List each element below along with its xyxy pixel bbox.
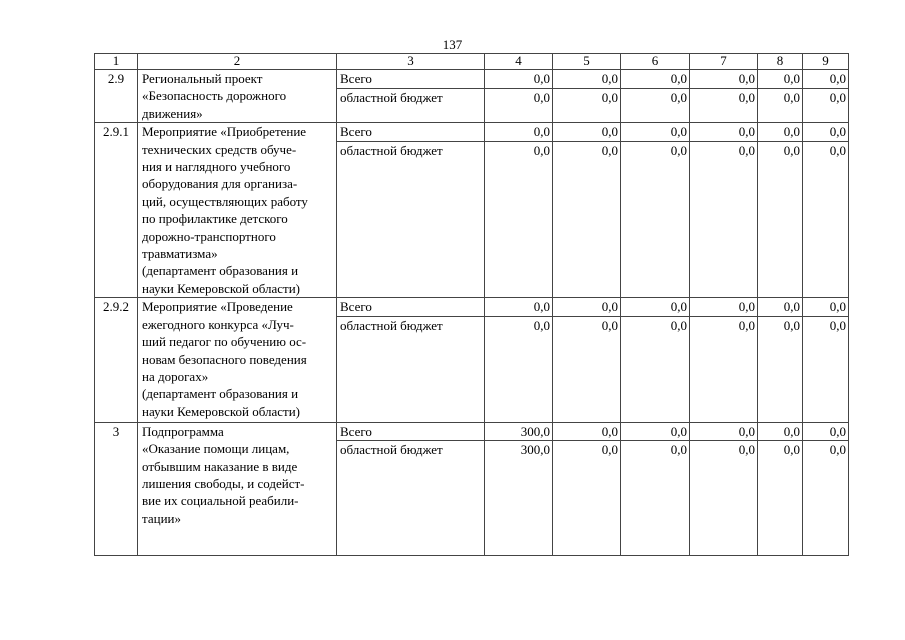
amount-cell-col-5: 0,0 — [553, 316, 621, 422]
row-title-line: Подпрограмма — [142, 423, 224, 439]
column-header-1: 1 — [95, 54, 138, 70]
row-title-line: лишения свободы, и содейст- — [142, 475, 305, 491]
row-title-line: ший педагог по обучению ос- — [142, 334, 307, 350]
amount-cell-col-6: 0,0 — [621, 441, 690, 556]
row-number: 2.9 — [95, 70, 138, 123]
amount-cell-col-6: 0,0 — [621, 316, 690, 422]
amount-cell-col-8: 0,0 — [758, 70, 803, 89]
amount-cell-col-7: 0,0 — [690, 298, 758, 316]
amount-cell-col-8: 0,0 — [758, 441, 803, 556]
amount-cell-col-9: 0,0 — [803, 123, 849, 142]
table-row — [95, 123, 849, 142]
row-number: 2.9.1 — [95, 123, 138, 298]
row-title-line: (департамент образования и — [142, 386, 299, 402]
row-title — [138, 422, 337, 555]
row-title-line: ежегодного конкурса «Луч- — [142, 316, 294, 332]
row-number: 2.9.2 — [95, 298, 138, 422]
amount-cell-col-9: 0,0 — [803, 70, 849, 89]
column-header-5: 5 — [553, 54, 621, 70]
amount-cell-col-7: 0,0 — [690, 441, 758, 556]
amount-cell-col-8: 0,0 — [758, 141, 803, 297]
amount-cell-col-5: 0,0 — [553, 123, 621, 142]
amount-cell-col-4: 0,0 — [485, 298, 553, 316]
column-header-8: 8 — [758, 54, 803, 70]
row-title-line: Мероприятие «Проведение — [142, 299, 293, 315]
amount-cell-col-6: 0,0 — [621, 141, 690, 297]
row-number: 3 — [95, 422, 138, 555]
table-row — [95, 70, 849, 89]
amount-cell-col-6: 0,0 — [621, 298, 690, 316]
funding-source: областной бюджет — [337, 141, 485, 297]
row-title-line: отбывшим наказание в виде — [142, 458, 298, 474]
amount-cell-col-9: 0,0 — [803, 316, 849, 422]
amount-cell-col-6: 0,0 — [621, 70, 690, 89]
row-title-line: вие их социальной реабили- — [142, 493, 299, 509]
amount-cell-col-4: 0,0 — [485, 89, 553, 123]
amount-cell-col-6: 0,0 — [621, 422, 690, 440]
row-title-line: по профилактике детского — [142, 211, 288, 227]
row-title-line: на дорогах» — [142, 368, 209, 384]
row-title-line: Мероприятие «Приобретение — [142, 124, 307, 140]
column-header-4: 4 — [485, 54, 553, 70]
funding-source: Всего — [337, 422, 485, 440]
table-header — [95, 54, 849, 70]
amount-cell-col-7: 0,0 — [690, 70, 758, 89]
amount-cell-col-4: 0,0 — [485, 316, 553, 422]
row-title-line: «Безопасность дорожного — [142, 88, 287, 104]
amount-cell-col-7: 0,0 — [690, 141, 758, 297]
amount-cell-col-4: 300,0 — [485, 422, 553, 440]
row-title-line: науки Кемеровской области) — [142, 280, 301, 296]
table-row — [95, 298, 849, 316]
amount-cell-col-7: 0,0 — [690, 316, 758, 422]
table-row — [95, 422, 849, 440]
amount-cell-col-9: 0,0 — [803, 441, 849, 556]
row-title — [138, 123, 337, 298]
amount-cell-col-5: 0,0 — [553, 441, 621, 556]
row-title-line: (департамент образования и — [142, 263, 299, 279]
budget-table — [94, 53, 849, 556]
row-title-line: ций, осуществляющих работу — [142, 193, 308, 209]
amount-cell-col-9: 0,0 — [803, 298, 849, 316]
column-header-6: 6 — [621, 54, 690, 70]
amount-cell-col-8: 0,0 — [758, 316, 803, 422]
amount-cell-col-4: 0,0 — [485, 123, 553, 142]
funding-source: Всего — [337, 298, 485, 316]
amount-cell-col-5: 0,0 — [553, 298, 621, 316]
row-title-line: «Оказание помощи лицам, — [142, 441, 290, 457]
row-title — [138, 298, 337, 422]
amount-cell-col-8: 0,0 — [758, 298, 803, 316]
column-header-3: 3 — [337, 54, 485, 70]
funding-source: областной бюджет — [337, 89, 485, 123]
amount-cell-col-4: 0,0 — [485, 70, 553, 89]
funding-source: областной бюджет — [337, 316, 485, 422]
amount-cell-col-8: 0,0 — [758, 422, 803, 440]
amount-cell-col-9: 0,0 — [803, 89, 849, 123]
row-title-line: тации» — [142, 510, 181, 526]
row-title-line: науки Кемеровской области) — [142, 403, 301, 419]
column-header-9: 9 — [803, 54, 849, 70]
row-title-line: оборудования для организа- — [142, 176, 298, 192]
amount-cell-col-5: 0,0 — [553, 141, 621, 297]
row-title — [138, 70, 337, 123]
table-body — [95, 70, 849, 556]
funding-source: Всего — [337, 70, 485, 89]
row-title-line: ния и наглядного учебного — [142, 159, 291, 175]
column-header-2: 2 — [138, 54, 337, 70]
row-title-line: движения» — [142, 105, 203, 121]
row-title-line: травматизма» — [142, 246, 218, 262]
amount-cell-col-8: 0,0 — [758, 123, 803, 142]
row-title-line: дорожно-транспортного — [142, 228, 276, 244]
row-title-line: технических средств обуче- — [142, 141, 297, 157]
row-title-line: Региональный проект — [142, 71, 263, 86]
amount-cell-col-5: 0,0 — [553, 70, 621, 89]
amount-cell-col-9: 0,0 — [803, 141, 849, 297]
amount-cell-col-9: 0,0 — [803, 422, 849, 440]
amount-cell-col-5: 0,0 — [553, 422, 621, 440]
amount-cell-col-4: 300,0 — [485, 441, 553, 556]
amount-cell-col-7: 0,0 — [690, 123, 758, 142]
row-title-line: новам безопасного поведения — [142, 351, 307, 367]
amount-cell-col-8: 0,0 — [758, 89, 803, 123]
amount-cell-col-6: 0,0 — [621, 123, 690, 142]
column-header-7: 7 — [690, 54, 758, 70]
amount-cell-col-4: 0,0 — [485, 141, 553, 297]
amount-cell-col-7: 0,0 — [690, 422, 758, 440]
amount-cell-col-5: 0,0 — [553, 89, 621, 123]
funding-source: Всего — [337, 123, 485, 142]
funding-source: областной бюджет — [337, 441, 485, 556]
amount-cell-col-7: 0,0 — [690, 89, 758, 123]
page-number: 137 — [442, 37, 463, 52]
amount-cell-col-6: 0,0 — [621, 89, 690, 123]
